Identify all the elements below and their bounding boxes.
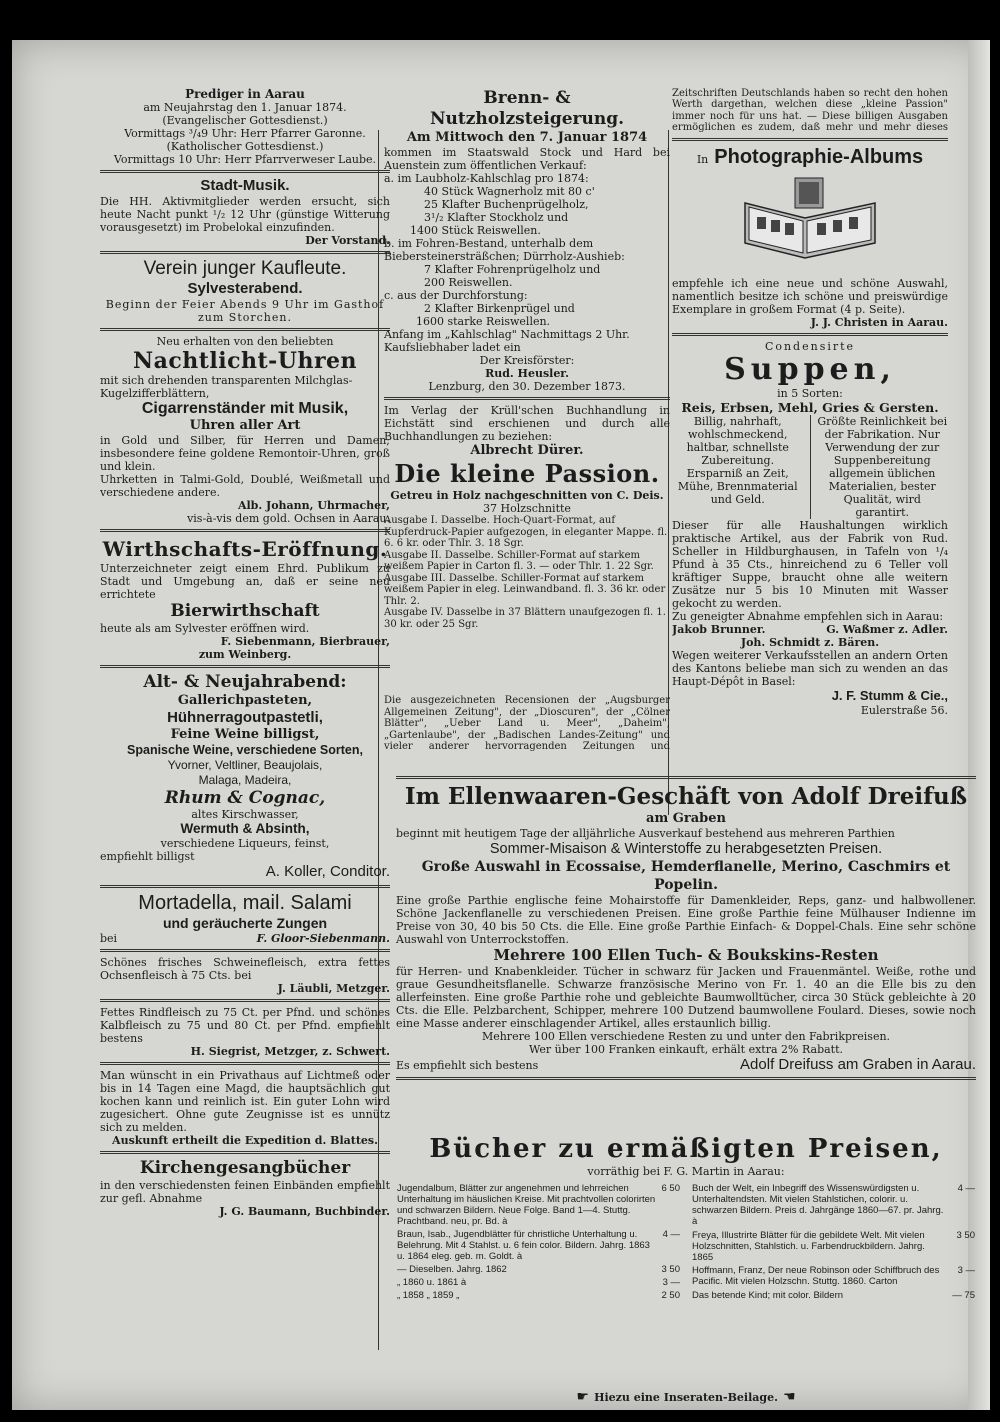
suppen-text2: Wegen weiterer Verkaufsstellen an andern Orten des Kantons beliebe man sich zu wenden an das Haupt-Dépôt in Basel: bbox=[672, 649, 948, 688]
uhren-alle: Uhren aller Art bbox=[189, 418, 301, 433]
passion-review-tail: Zeitschriften Deutschlands haben so recht den hohen Werth dargethan, welchen diese „kleine Passion" immer noch für uns hat. — Diese billigen Ausgaben ermöglichen es zudem, daß mehr und mehr dieses bbox=[672, 88, 948, 133]
wirth-sign-2: zum Weinberg. bbox=[198, 648, 292, 661]
divider bbox=[100, 170, 390, 173]
divider bbox=[100, 1062, 390, 1065]
book-text: — Dieselben. Jahrg. 1862 bbox=[397, 1264, 507, 1275]
suppen-haendler-row bbox=[672, 623, 948, 636]
wirth-heute: heute als am Sylvester eröffnen wird. bbox=[100, 622, 310, 635]
book-price: 4 — bbox=[957, 1183, 975, 1194]
divider bbox=[672, 138, 948, 141]
passion-sub: Getreu in Holz nachgeschnitten von C. Deis. bbox=[390, 489, 664, 502]
prediger-ad bbox=[100, 88, 390, 166]
passion-count: 37 Holzschnitte bbox=[483, 502, 571, 515]
suppen-h1: Jakob Brunner. bbox=[672, 623, 766, 636]
uhren-cigar: Cigarrenständer mit Musik, bbox=[141, 400, 349, 417]
photo-in: In bbox=[696, 153, 709, 166]
dreifuss-title: Im Ellenwaaren-Geschäft von Adolf Dreifuß bbox=[404, 783, 968, 810]
photo-text: empfehle ich eine neue und schöne Auswahl, namentlich besitze ich schöne und preiswürdige Exemplare in großem Format (4 p. Seite). bbox=[672, 277, 948, 316]
book-text: Freya, Illustrirte Blätter für die gebildete Welt. Mit vielen Holzschnitten, Stahlstich. u. Farbendruckbildern. Jahrg. 1865 bbox=[692, 1229, 925, 1263]
koller-line: verschiedene Liqueurs, feinst, bbox=[160, 837, 330, 850]
dreifuss-ad bbox=[396, 772, 976, 1084]
verein-ad bbox=[100, 258, 390, 324]
divider bbox=[396, 776, 976, 779]
holz-b1: 7 Klafter Fohrenprügelholz und bbox=[424, 263, 601, 276]
laubli-text: Schönes frisches Schweinefleisch, extra fettes Ochsenfleisch à 75 Cts. bei bbox=[100, 956, 390, 982]
stadtmusik-ad bbox=[100, 177, 390, 247]
magd-text: Man wünscht in ein Privathaus auf Lichtmeß oder bis in 14 Tagen eine Magd, die hauptsächlich gut kochen kann und reinlich ist. Ein guter Lohn wird zugesichert. Ohne gute Zeugnisse ist es unnütz sich zu melden. bbox=[100, 1069, 390, 1134]
photo-header bbox=[672, 145, 948, 169]
gloor-sub: und geräucherte Zungen bbox=[162, 915, 328, 931]
stadtmusik-title: Stadt-Musik. bbox=[200, 177, 290, 194]
book-entry bbox=[396, 1228, 681, 1263]
suppen-kinds: Reis, Erbsen, Mehl, Gries & Gersten. bbox=[681, 400, 939, 415]
suppen-left: Billig, nahrhaft, wohlschmeckend, haltbar, schnellste Zubereitung. Ersparniß an Zeit, Mühe, Brennmaterial und Geld. bbox=[677, 415, 798, 506]
uhren-text: in Gold und Silber, für Herren und Damen; insbesondere feine goldene Remontoir-Uhren, groß und klein. bbox=[100, 434, 390, 473]
book-price: 2 50 bbox=[661, 1290, 680, 1301]
holz-c2: 1600 starke Reiswellen. bbox=[416, 315, 551, 328]
holz-ad bbox=[384, 88, 670, 393]
book-entry bbox=[691, 1182, 976, 1229]
newspaper-page bbox=[12, 40, 990, 1410]
dreifuss-line4: Mehrere 100 Ellen Tuch- & Boukskins-Resten bbox=[493, 946, 879, 964]
magd-ad bbox=[100, 1069, 390, 1147]
suppen-cond: Condensirte bbox=[764, 340, 856, 353]
column-right bbox=[672, 88, 948, 717]
book-text: „ 1858 „ 1859 „ bbox=[397, 1290, 460, 1301]
suppen-h3: Joh. Schmidt z. Bären. bbox=[740, 636, 880, 649]
gloor-sign-row bbox=[100, 932, 390, 945]
book-text: Jugendalbum, Blätter zur angenehmen und lehrreichen Unterhaltung im häuslichen Kreise. Mit prachtvollen colorirten und schwarzen Bildern. Neue Folge. Band 1—4. Stuttg. Prachtband. neu, pr. Bd. à bbox=[397, 1183, 656, 1227]
koller-line: Malaga, Madeira, bbox=[198, 773, 292, 787]
siegrist-text: Fettes Rindfleisch zu 75 Ct. per Pfnd. und schönes Kalbfleisch zu 75 und 80 Ct. per Pfnd. empfiehlt bestens bbox=[100, 1006, 390, 1045]
suppen-ad bbox=[672, 340, 948, 717]
uhren-ad bbox=[100, 335, 390, 525]
koller-line: Hühnerragoutpastetli, bbox=[167, 709, 323, 726]
divider bbox=[100, 529, 390, 532]
holz-c: c. aus der Durchforstung: bbox=[384, 289, 528, 302]
divider bbox=[384, 397, 670, 400]
buecher-sub: vorräthig bei F. G. Martin in Aarau: bbox=[587, 1165, 785, 1178]
book-entry bbox=[396, 1276, 681, 1289]
buecher-title: Bücher zu ermäßigten Preisen, bbox=[429, 1134, 943, 1164]
kirchen-title: Kirchengesangbücher bbox=[139, 1158, 351, 1178]
dreifuss-text1: beginnt mit heutigem Tage der alljährliche Ausverkauf bestehend aus mehreren Parthien bbox=[396, 827, 895, 840]
book-entry bbox=[396, 1289, 681, 1302]
koller-line: Wermuth & Absinth, bbox=[180, 821, 310, 836]
koller-line: Rhum & Cognac, bbox=[164, 788, 326, 808]
uhren-intro: Neu erhalten von den beliebten bbox=[156, 335, 334, 348]
book-entry bbox=[691, 1289, 976, 1302]
divider bbox=[100, 328, 390, 331]
divider bbox=[100, 1151, 390, 1154]
holz-c1: 2 Klafter Birkenprügel und bbox=[424, 302, 575, 315]
kirchen-ad bbox=[100, 1158, 390, 1218]
koller-sign: A. Koller, Conditor. bbox=[265, 863, 390, 880]
prediger-service-1: Vormittags ³/₄9 Uhr: Herr Pfarrer Garonne. bbox=[124, 127, 366, 140]
dreifuss-text3: für Herren- und Knabenkleider. Tücher in schwarz für Jacken und Frauenmäntel. Weiße, rothe und graue Gesundheitsflanelle. Schwarze französische Merino von Fr. 1. 40 an die Elle bis zu den allerfeinsten. Eine große Parthie rohe und gebleichte Baumwolltücher, circa 30 Stück gebleichte à 20 Cts. die Elle. Pelzbarchent, Schipper, mehrere 100 Dutzend baumwollene Foulard. Dieses, sowie noch eine Masse anderer einschlagender Artikel, alles erstaunlich billig. bbox=[396, 965, 976, 1030]
verein-sub: Sylvesterabend. bbox=[187, 280, 303, 297]
holz-a4: 1400 Stück Reiswellen. bbox=[410, 224, 541, 237]
prediger-date: am Neujahrstag den 1. Januar 1874. bbox=[143, 101, 347, 114]
siegrist-ad bbox=[100, 1006, 390, 1058]
divider bbox=[100, 885, 390, 888]
passion-review: Die ausgezeichneten Recensionen der „Augsburger Allgemeinen Zeitung", der „Dioscuren", der „Cölner Blätter", „Ueber Land u. Meer", „Daheim", „Gartenlaube", der „Badischen Landes-Zeitung" und vieler anderer hervorragenden Zeitungen und bbox=[384, 695, 670, 752]
holz-a2: 25 Klafter Buchenprügelholz, bbox=[424, 198, 589, 211]
divider bbox=[672, 333, 948, 336]
column-left bbox=[100, 88, 390, 1218]
suppen-sorten: in 5 Sorten: bbox=[777, 387, 843, 400]
divider bbox=[100, 251, 390, 254]
passion-author: Albrecht Dürer. bbox=[470, 443, 584, 458]
suppen-h2: G. Waßmer z. Adler. bbox=[826, 623, 948, 636]
koller-line: altes Kirschwasser, bbox=[191, 808, 299, 821]
passion-intro: Im Verlag der Krüll'schen Buchhandlung in Eichstätt sind erschienen und durch alle Buchhandlungen zu beziehen: bbox=[384, 404, 670, 443]
laubli-ad bbox=[100, 956, 390, 995]
divider bbox=[100, 665, 390, 668]
uhren-ketten: Uhrketten in Talmi-Gold, Doublé, Weißmetall und verschiedene andere. bbox=[100, 473, 390, 499]
dreifuss-sign-row bbox=[396, 1056, 976, 1073]
passion-edition-2: Ausgabe II. Dasselbe. Schiller-Format auf starkem weißem Papier in Carton fl. 3. — oder Thlr. 1. 22 Sgr. bbox=[384, 549, 654, 572]
book-text: „ 1860 u. 1861 à bbox=[397, 1277, 467, 1288]
gloor-sign: F. Gloor-Siebenmann. bbox=[256, 932, 390, 945]
prediger-title: Prediger in Aarau bbox=[185, 88, 305, 101]
uhren-title: Nachtlicht-Uhren bbox=[132, 348, 358, 374]
book-text: Buch der Welt, ein Inbegriff des Wissenswürdigsten u. Unterhaltendsten. Mit vielen Stahlstichen, colorir. u. schwarzen Bildern. Preis d. Jahrgänge 1860—67. pr. Jahrg. à bbox=[692, 1183, 944, 1227]
suppen-title: Suppen, bbox=[724, 352, 896, 387]
divider bbox=[100, 999, 390, 1002]
divider bbox=[396, 1077, 976, 1080]
koller-line: Feine Weine billigst, bbox=[170, 727, 320, 742]
photo-album-illustration bbox=[735, 173, 885, 273]
buecher-left-list bbox=[396, 1182, 681, 1302]
suppen-text: Dieser für alle Haushaltungen wirklich praktische Artikel, aus der Fabrik von Rud. Scheller in Hildburghausen, in Tafeln von ¹/₄ Pfund à 35 Cts., hinreichend zu 6 Teller voll kräftiger Suppe, braucht ohne alle weitern Zusätze nur 5 bis 10 Minuten mit Wasser gekocht zu werden. bbox=[672, 519, 948, 610]
gloor-title: Mortadella, mail. Salami bbox=[138, 892, 352, 914]
passion-edition-4: Ausgabe IV. Dasselbe in 37 Blättern unaufgezogen fl. 1. 30 kr. oder 25 Sgr. bbox=[384, 607, 666, 630]
koller-line: Yvorner, Veltliner, Beaujolais, bbox=[167, 758, 323, 772]
dreifuss-line3: Große Auswahl in Ecossaise, Hemderflanelle, Merino, Caschmirs et Popelin. bbox=[421, 859, 951, 893]
magd-info: Auskunft ertheilt die Expedition d. Blattes. bbox=[112, 1134, 378, 1147]
holz-date: Am Mittwoch den 7. Januar 1874 bbox=[406, 130, 648, 145]
book-entry bbox=[691, 1264, 976, 1288]
koller-line: Spanische Weine, verschiedene Sorten, bbox=[127, 743, 363, 757]
verein-text: Beginn der Feier Abends 9 Uhr im Gasthof zum Storchen. bbox=[105, 298, 385, 324]
book-price: 3 — bbox=[662, 1277, 680, 1288]
buecher-ad bbox=[396, 1133, 976, 1302]
stadtmusik-sign: Der Vorstand. bbox=[305, 234, 390, 247]
dreifuss-emp: Es empfiehlt sich bestens bbox=[396, 1059, 539, 1072]
dreifuss-text4: Mehrere 100 Ellen verschiedene Resten zu und unter den Fabrikpreisen. bbox=[481, 1030, 891, 1043]
book-entry bbox=[396, 1182, 681, 1228]
prediger-katholisch: (Katholischer Gottesdienst.) bbox=[166, 140, 324, 153]
holz-a: a. im Laubholz-Kahlschlag pro 1874: bbox=[384, 172, 589, 185]
passion-review-cont bbox=[672, 88, 948, 134]
book-price: — 75 bbox=[952, 1289, 975, 1301]
photo-sign: J. J. Christen in Aarau. bbox=[810, 316, 948, 329]
pointing-hand-icon: ☛ bbox=[783, 1389, 796, 1405]
suppen-addr: Eulerstraße 56. bbox=[860, 704, 948, 717]
passion-edition-3: Ausgabe III. Dasselbe. Schiller-Format auf starkem weißem Papier in eleg. Leinwandband. fl. 3. 36 kr. oder Thlr. 2. bbox=[384, 572, 666, 607]
book-price: 6 50 bbox=[661, 1183, 680, 1194]
holz-a3: 3¹/₂ Klafter Stockholz und bbox=[424, 211, 569, 224]
siegrist-sign: H. Siegrist, Metzger, z. Schwert. bbox=[190, 1045, 390, 1058]
laubli-sign: J. Läubli, Metzger. bbox=[277, 982, 390, 995]
dreifuss-text2: Eine große Parthie englische feine Mohairstoffe für Damenkleider, Reps, ganz- und halbwollener. Schöne Jackenflanelle zu verschiedenen Preisen. Eine große Parthie feine Mülhauser Indienne im Preise von 30, 40 bis 50 Cts. die Elle. Eine große Parthie Einfach- & Doppel-Chals. Eine sehr schöne Auswahl von Unterrockstoffen. bbox=[396, 894, 976, 946]
photo-ad bbox=[672, 145, 948, 329]
holz-a1: 40 Stück Wagnerholz mit 80 c' bbox=[424, 185, 595, 198]
holz-anfang: Anfang im „Kahlschlag" Nachmittags 2 Uhr. bbox=[384, 328, 630, 341]
gloor-ad bbox=[100, 892, 390, 945]
uhren-sign: Alb. Johann, Uhrmacher, bbox=[237, 499, 390, 512]
verein-title: Verein junger Kaufleute. bbox=[143, 258, 347, 279]
holz-sign: Rud. Heusler. bbox=[485, 367, 569, 380]
wirth-bier: Bierwirthschaft bbox=[170, 601, 320, 621]
divider bbox=[100, 949, 390, 952]
pointing-hand-icon: ☛ bbox=[576, 1389, 589, 1405]
koller-title: Alt- & Neujahrabend: bbox=[143, 672, 347, 692]
holz-title: Brenn- & Nutzholzsteigerung. bbox=[429, 88, 625, 129]
holz-b: b. im Fohren-Bestand, unterhalb dem Biebersteinersträßchen; Dürrholz-Aushieb: bbox=[384, 237, 625, 263]
dreifuss-sign: Adolf Dreifuss am Graben in Aarau. bbox=[740, 1056, 976, 1073]
koller-line: empfiehlt billigst bbox=[100, 850, 195, 863]
book-price: 4 — bbox=[662, 1229, 680, 1240]
stadtmusik-text: Die HH. Aktivmitglieder werden ersucht, sich heute Nacht punkt ¹/₂ 12 Uhr (günstige Witterung vorausgesetzt) im Probelokal einzufinden. bbox=[100, 195, 390, 234]
dreifuss-line2: Sommer-Misaison & Winterstoffe zu herabgesetzten Preisen. bbox=[489, 841, 883, 857]
buecher-lists bbox=[396, 1182, 976, 1302]
book-text: Braun, Isab., Jugendblätter für christliche Unterhaltung u. Belehrung. Mit 4 Stahlst. u. 6 fein color. Bildern. Jahrg. 1863 u. 1864 eleg. geb. m. Goldt. à bbox=[397, 1229, 650, 1262]
dreifuss-text5: Wer über 100 Franken einkauft, erhält extra 2% Rabatt. bbox=[528, 1043, 844, 1056]
kirchen-sign: J. G. Baumann, Buchbinder. bbox=[219, 1205, 390, 1218]
uhren-addr: vis-à-vis dem gold. Ochsen in Aarau. bbox=[187, 512, 390, 525]
prediger-service-2: Vormittags 10 Uhr: Herr Pfarrverweser Laube. bbox=[113, 153, 377, 166]
koller-ad bbox=[100, 672, 390, 881]
kirchen-text: in den verschiedensten feinen Einbänden empfiehlt zur gefl. Abnahme bbox=[100, 1179, 390, 1205]
passion-ad bbox=[384, 404, 670, 630]
prediger-evangelisch: (Evangelischer Gottesdienst.) bbox=[162, 114, 328, 127]
koller-line: Gallerichpasteten, bbox=[177, 693, 313, 708]
book-price: 3 — bbox=[957, 1265, 975, 1277]
suppen-right: Größte Reinlichkeit bei der Fabrikation. Nur Verwendung der zur Suppenbereitung allgemein üblichen Materialien, bester Qualität, wird garantirt. bbox=[810, 415, 949, 519]
wirth-sign: F. Siebenmann, Bierbrauer, bbox=[220, 635, 390, 648]
gloor-bei: bei bbox=[100, 932, 118, 945]
passion-title: Die kleine Passion. bbox=[394, 459, 660, 488]
wirth-ad bbox=[100, 536, 390, 661]
footer-text: Hiezu eine Inseraten-Beilage. bbox=[594, 1391, 778, 1404]
dreifuss-sub: am Graben bbox=[646, 811, 726, 826]
holz-foerster: Der Kreisförster: bbox=[479, 354, 575, 367]
column-middle bbox=[384, 88, 670, 630]
footer bbox=[396, 1386, 976, 1405]
suppen-features bbox=[672, 415, 948, 519]
passion-review-block bbox=[384, 695, 670, 753]
book-entry bbox=[691, 1229, 976, 1265]
book-text: Hoffmann, Franz, Der neue Robinson oder Schiffbruch des Pacific. Mit vielen Holzschn. Stuttg. 1860. Carton bbox=[692, 1265, 940, 1288]
passion-edition-1: Ausgabe I. Dasselbe. Hoch-Quart-Format, auf Kupferdruck-Papier aufgezogen, in eleganter Mappe. fl. 6. 6 kr. oder Thlr. 3. 18 Sgr. bbox=[384, 515, 668, 549]
wirth-title: Wirthschafts-Eröffnung. bbox=[102, 537, 388, 561]
holz-kauf: Kaufsliebhaber ladet ein bbox=[384, 341, 521, 354]
book-entry bbox=[396, 1263, 681, 1276]
suppen-emp: Zu geneigter Abnahme empfehlen sich in Aarau: bbox=[672, 610, 944, 623]
photo-title: Photographie-Albums bbox=[714, 146, 924, 168]
holz-place: Lenzburg, den 30. Dezember 1873. bbox=[428, 380, 626, 393]
book-text: Das betende Kind; mit color. Bildern bbox=[692, 1289, 844, 1301]
book-price: 3 50 bbox=[956, 1229, 975, 1241]
buecher-right-list bbox=[691, 1182, 976, 1302]
holz-b2: 200 Reiswellen. bbox=[424, 276, 513, 289]
suppen-sign: J. F. Stumm & Cie., bbox=[831, 688, 948, 703]
uhren-desc: mit sich drehenden transparenten Milchglas-Kugelzifferblättern, bbox=[100, 374, 353, 400]
wirth-text: Unterzeichneter zeigt einem Ehrd. Publikum zu Stadt und Umgebung an, daß er seine neu errichtete bbox=[100, 562, 390, 601]
holz-text: kommen im Staatswald Stock und Hard bei Auenstein zum öffentlichen Verkauf: bbox=[384, 146, 670, 172]
book-price: 3 50 bbox=[661, 1264, 680, 1275]
